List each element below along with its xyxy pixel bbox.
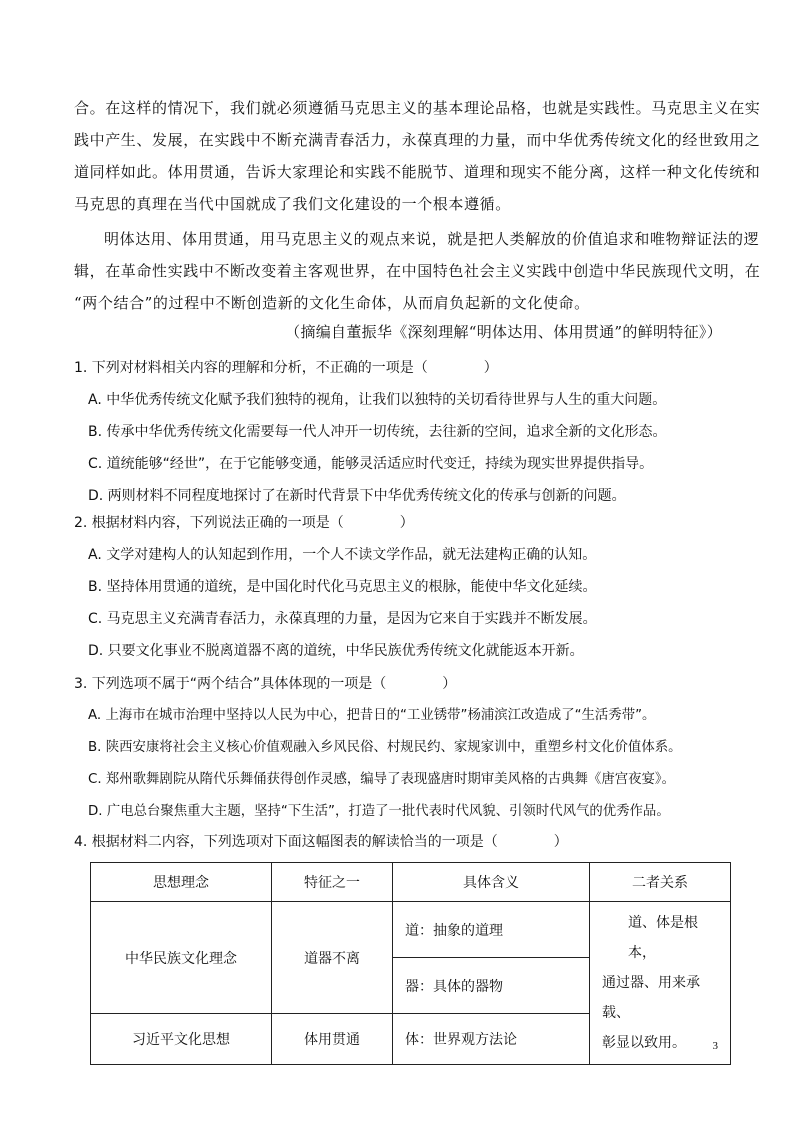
option-c: C. 马克思主义充满青春活力，永葆真理的力量，是因为它来自于实践并不断发展。 [88, 611, 597, 627]
option-d: D. 广电总台聚焦重大主题，坚持“下生活”，打造了一批代表时代风貌、引领时代风气的优秀作品。 [88, 804, 670, 819]
paragraph-2 [74, 223, 761, 319]
question-2 [74, 507, 734, 667]
question-stem: 4. 根据材料二内容，下列选项对下面这幅图表的解读恰当的一项是（ ） [74, 834, 568, 850]
table-cell-meaning: 道：抽象的道理 [393, 902, 590, 958]
table-header-concept: 思想理念 [91, 863, 272, 902]
relation-line: 通过器、用来承载、 [602, 975, 700, 1021]
option-d: D. 只要文化事业不脱离道器不离的道统，中华民族优秀传统文化就能返本开新。 [88, 643, 584, 659]
question-3 [74, 668, 734, 828]
option-b: B. 陕西安康将社会主义核心价值观融入乡风民俗、村规民约、家规家训中，重塑乡村文化价值体系。 [88, 740, 682, 755]
table-header-relation: 二者关系 [590, 863, 731, 902]
paragraph-line: 明体达用、体用贯通，用马克思主义的观点来说，就是把人类解放的价值追求和唯物辩证法的逻 [104, 230, 760, 248]
concept-table [90, 862, 731, 1065]
option-b: B. 坚持体用贯通的道统，是中国化时代化马克思主义的根脉，能使中华文化延续。 [88, 579, 597, 595]
source-citation: （摘编自董振华《深刻理解“明体达用、体用贯通”的鲜明特征》） [285, 323, 722, 341]
option-c: C. 道统能够“经世”，在于它能够变通，能够灵活适应时代变迁，持续为现实世界提供指导。 [88, 456, 654, 472]
option-c: C. 郑州歌舞剧院从隋代乐舞俑获得创作灵感，编导了表现盛唐时期审美风格的古典舞《唐宫夜宴》。 [88, 772, 675, 787]
paragraph-line: 辑，在革命性实践中不断改变着主客观世界，在中国特色社会主义实践中创造中华民族现代文明，在 [74, 262, 761, 280]
question-stem: 1. 下列对材料相关内容的理解和分析，不正确的一项是（ ） [74, 360, 498, 376]
table-cell-concept: 中华民族文化理念 [91, 902, 272, 1014]
table-cell-meaning: 器：具体的器物 [393, 958, 590, 1014]
question-stem: 2. 根据材料内容，下列说法正确的一项是（ ） [74, 515, 414, 531]
paragraph-line: “两个结合”的过程中不断创造新的文化生命体，从而肩负起新的文化使命。 [74, 294, 590, 312]
paragraph-line: 合。在这样的情况下，我们就必须遵循马克思主义的基本理论品格，也就是实践性。马克思主义在实 [74, 99, 761, 117]
table-header-feature: 特征之一 [272, 863, 393, 902]
option-a: A. 上海市在城市治理中坚持以人民为中心，把昔日的“工业锈带”杨浦滨江改造成了“生活秀带”。 [88, 708, 656, 723]
option-a: A. 文学对建构人的认知起到作用，一个人不读文学作品，就无法建构正确的认知。 [88, 547, 597, 563]
table-cell-feature: 体用贯通 [272, 1014, 393, 1065]
relation-line: 彰显以致用。 [602, 1035, 686, 1051]
paragraph-line: 道同样如此。体用贯通，告诉大家理论和实践不能脱节、道理和现实不能分离，这样一种文化传统和 [74, 163, 761, 181]
option-a: A. 中华优秀传统文化赋予我们独特的视角，让我们以独特的关切看待世界与人生的重大问题。 [88, 392, 667, 408]
table-cell-feature: 道器不离 [272, 902, 393, 1014]
table-cell-relation [590, 902, 731, 1065]
page-number: 3 [712, 1040, 718, 1052]
question-1 [74, 352, 734, 512]
table-cell-concept: 习近平文化思想 [91, 1014, 272, 1065]
question-4 [74, 826, 734, 858]
paragraph-line: 马克思的真理在当代中国就成了我们文化建设的一个根本遵循。 [74, 195, 511, 213]
table-header-meaning: 具体含义 [393, 863, 590, 902]
paragraph-line: 践中产生、发展，在实践中不断充满青春活力，永葆真理的力量，而中华优秀传统文化的经世致用之 [74, 131, 761, 149]
question-stem: 3. 下列选项不属于“两个结合”具体体现的一项是（ ） [74, 676, 457, 692]
option-d: D. 两则材料不同程度地探讨了在新时代背景下中华优秀传统文化的传承与创新的问题。 [88, 488, 626, 504]
table-cell-meaning: 体：世界观方法论 [393, 1014, 590, 1065]
option-b: B. 传承中华优秀传统文化需要每一代人冲开一切传统，去往新的空间，追求全新的文化形态。 [88, 424, 667, 440]
paragraph-1 [74, 92, 761, 220]
relation-line: 道、体是根本， [628, 915, 698, 961]
